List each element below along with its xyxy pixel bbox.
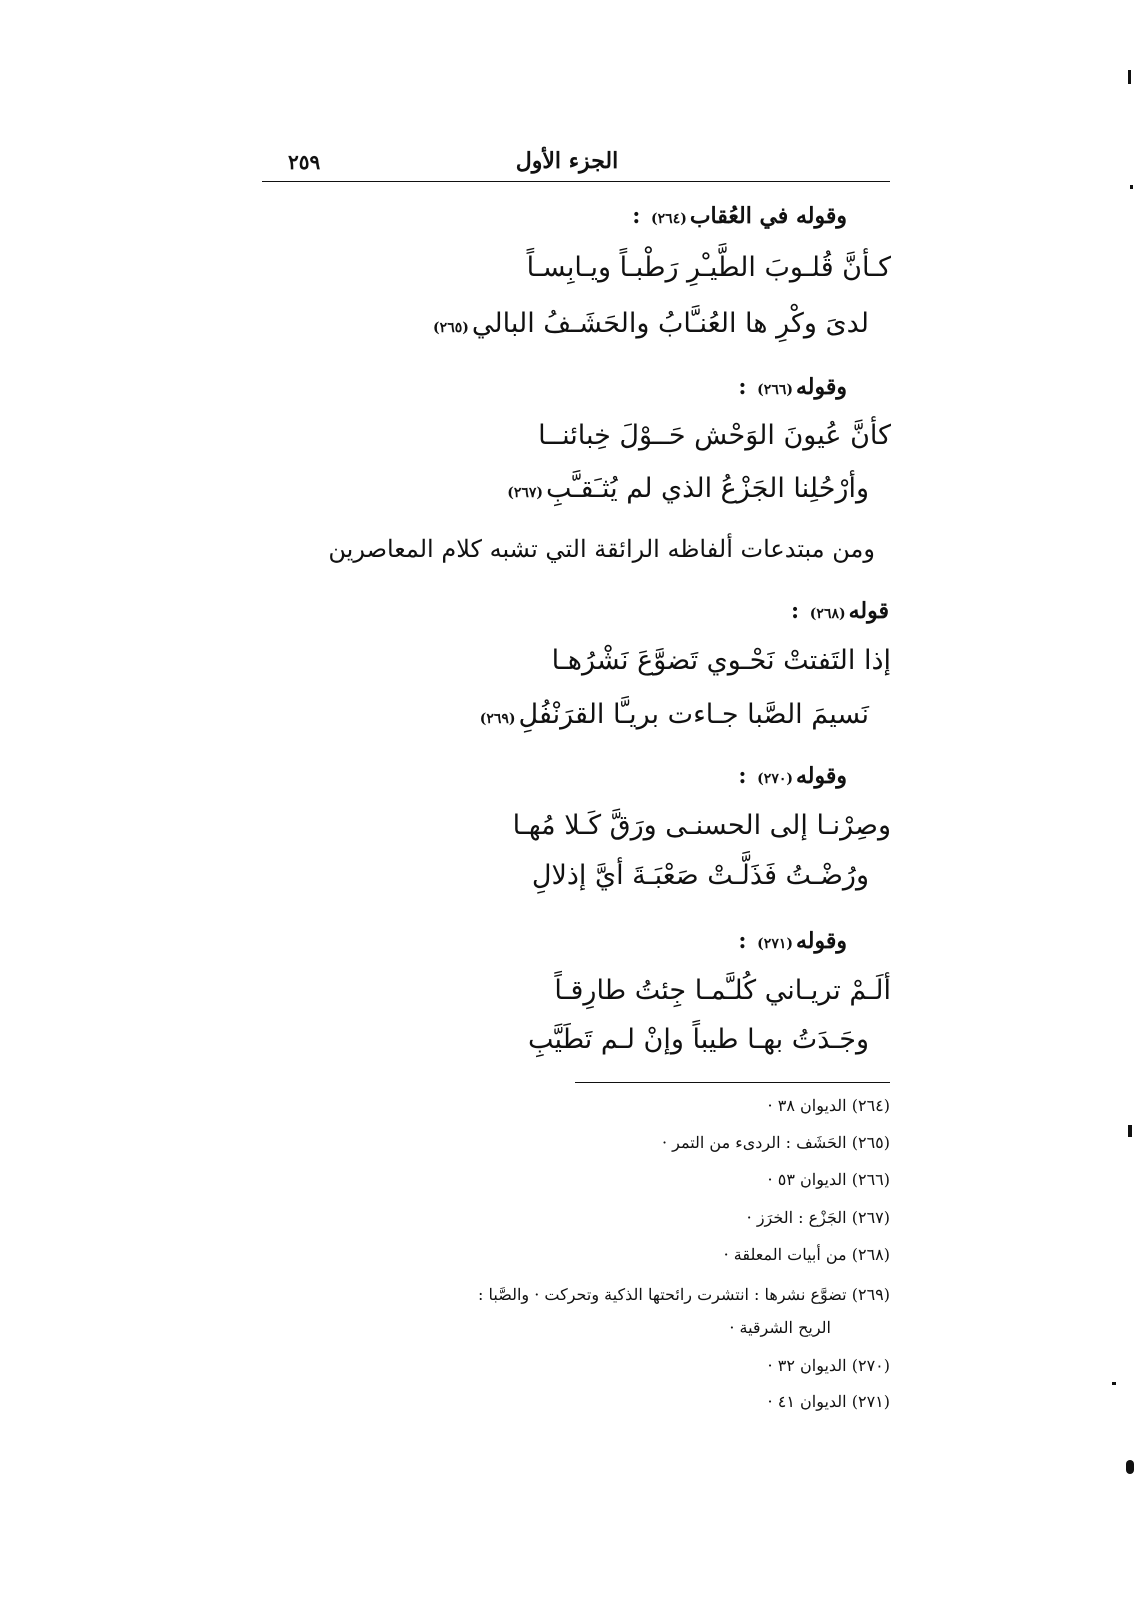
- page-header: [262, 148, 890, 180]
- footnote: [747, 1208, 890, 1227]
- footnote-text: الجَزْع : الخرَز ·: [746, 1208, 847, 1227]
- scan-mark: [1126, 1460, 1134, 1474]
- scan-mark: [1128, 70, 1131, 84]
- intro-text: وقوله: [795, 374, 847, 400]
- footnote-number: (٢٦٩): [851, 1285, 890, 1304]
- footnote: [768, 1392, 890, 1411]
- footnote-text: الديوان ٥٣ ·: [767, 1170, 847, 1189]
- verse-first-hemistich: كأنَّ عُيونَ الوَحْش حَــوْلَ خِبائنــا: [538, 420, 891, 451]
- footnote: [662, 1133, 890, 1152]
- footnote-continuation: الريح الشرقية ·: [729, 1318, 831, 1337]
- footnote-number: (٢٦٦): [851, 1170, 890, 1189]
- footnote-ref: (٢٦٧): [507, 485, 544, 501]
- scan-mark: [1128, 1125, 1132, 1137]
- scan-mark: [1130, 185, 1133, 189]
- verse-second-hemistich: [477, 699, 869, 730]
- footnote-number: (٢٧٠): [851, 1356, 890, 1375]
- footnote-text: الديوان ٣٨ ·: [767, 1096, 847, 1115]
- footnote-rule: [575, 1082, 890, 1083]
- footnote-number: (٢٧١): [851, 1392, 890, 1411]
- footnote-ref: (٢٧١): [757, 936, 793, 952]
- verse-first-hemistich: ألَـمْ تريـاني كُلـَّمـا جِئتُ طارِقـاً: [554, 975, 891, 1006]
- footnote-text: الديوان ٤١ ·: [767, 1392, 847, 1411]
- footnote-number: (٢٦٤): [851, 1096, 890, 1115]
- footnote-ref: (٢٧٠): [757, 771, 793, 787]
- verse-text: نَسيمَ الصَّبا جـاءت بريـَّا القرَنْفُلِ: [518, 699, 869, 730]
- footnote-text: تضوَّع نشرها : انتشرت رائحتها الذكية وتحركت · والصَّبا :: [478, 1285, 847, 1304]
- verse-first-hemistich: كـأنَّ قُلـوبَ الطَّيـْرِ رَطْبـاً ويـابِسـاً: [526, 252, 891, 283]
- footnote-number: (٢٦٧): [851, 1208, 890, 1227]
- footnote-ref: (٢٦٤): [651, 211, 687, 227]
- verse-first-hemistich: وصِرْنـا إلى الحسنـى ورَقَّ كَـلا مُهـا: [512, 810, 891, 841]
- footnote-text: من أبيات المعلقة ·: [723, 1245, 847, 1264]
- verse-text: لدىَ وكْرِ ها العُنـَّابُ والحَشَـفُ البالي: [471, 308, 869, 339]
- verse-second-hemistich: ورُضْـتُ فَذَلَّـتْ صَعْبَـةَ أيَّ إذلالِ: [531, 860, 869, 891]
- footnote-text: الديوان ٣٢ ·: [767, 1356, 847, 1375]
- header-rule: [262, 181, 890, 182]
- intro-line: [738, 928, 847, 954]
- running-title: الجزء الأول: [515, 148, 619, 174]
- intro-colon: :: [738, 763, 755, 789]
- footnote-ref: (٢٦٨): [809, 606, 846, 622]
- footnote-ref: (٢٦٩): [479, 711, 516, 727]
- footnote: [768, 1170, 890, 1189]
- intro-text: وقوله: [795, 928, 847, 954]
- intro-line: [738, 374, 847, 400]
- footnote-text: الحَشَف : الردىء من التمر ·: [661, 1133, 847, 1152]
- footnote: [478, 1285, 890, 1304]
- verse-second-hemistich: [430, 308, 869, 339]
- prose-line: ومن مبتدعات ألفاظه الرائقة التي تشبه كلام المعاصرين: [328, 535, 875, 563]
- intro-line: [791, 598, 889, 624]
- footnote-number: (٢٦٨): [851, 1245, 890, 1264]
- intro-colon: :: [738, 374, 755, 400]
- verse-text: وأرْحُلِنا الجَزْعُ الذي لم يُثـَقـَّبِ: [546, 473, 869, 504]
- intro-line: [738, 763, 847, 789]
- footnote: [768, 1096, 890, 1115]
- intro-colon: :: [738, 928, 755, 954]
- intro-colon: :: [632, 203, 649, 229]
- intro-text: وقوله: [795, 763, 847, 789]
- intro-text: وقوله في العُقاب: [689, 203, 847, 229]
- footnote-ref: (٢٦٥): [433, 320, 469, 336]
- verse-second-hemistich: وجَـدَتُ بهـا طيباً وإنْ لـم تَطَيَّبِ: [527, 1024, 869, 1055]
- intro-colon: :: [791, 598, 807, 624]
- intro-line: [632, 203, 847, 229]
- footnote: [768, 1356, 890, 1375]
- footnote: [724, 1245, 890, 1264]
- page-number: ٢٥٩: [288, 150, 321, 174]
- footnote-ref: (٢٦٦): [757, 382, 793, 398]
- verse-second-hemistich: [504, 473, 869, 504]
- footnote-number: (٢٦٥): [851, 1133, 890, 1152]
- verse-first-hemistich: إذا التَفتتْ نَحْـوي تَضوَّعَ نَشْرُهـا: [551, 645, 891, 676]
- intro-text: قوله: [848, 598, 889, 624]
- scan-mark: [1112, 1382, 1116, 1385]
